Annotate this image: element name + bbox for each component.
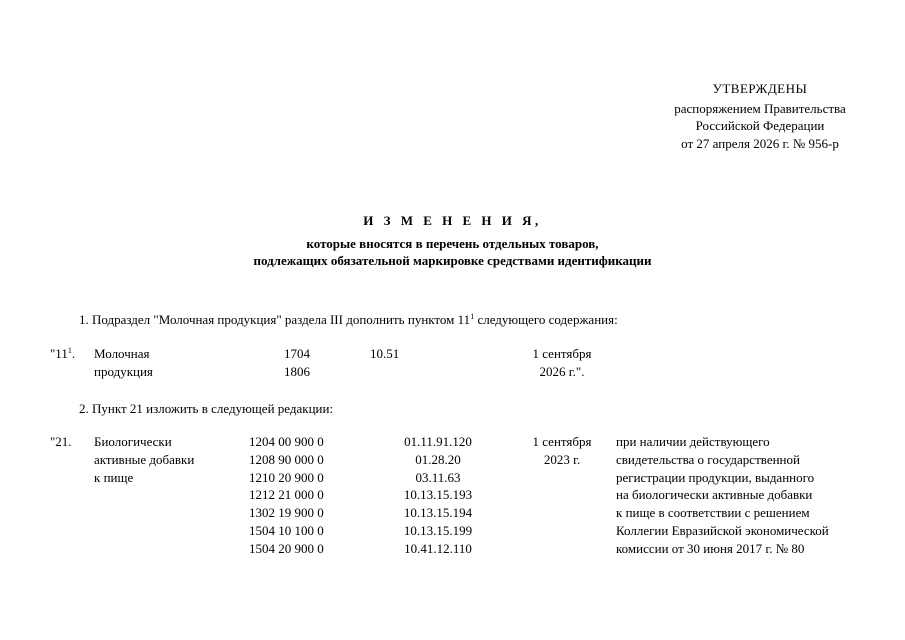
- item1-okpd-code: 10.51: [370, 346, 400, 361]
- item2-date: 1 сентября 2023 г.: [532, 434, 592, 467]
- item1-date: 1 сентября 2026 г.".: [532, 346, 592, 379]
- approval-line-1: распоряжением Правительства: [674, 100, 846, 116]
- title-sub-2: подлежащих обязательной маркировке средствами идентификации: [253, 253, 652, 268]
- item2-product-name: Биологически активные добавки к пище: [94, 434, 195, 485]
- item1-text-after: следующего содержания:: [474, 312, 618, 327]
- item1-tnved-codes: 1704 1806: [284, 346, 310, 379]
- item1-row-number: "$11^1$.: [50, 346, 76, 361]
- item2-okpd-codes: 01.11.91.120 01.28.20 03.11.63 10.13.15.193 10.13.15.194 10.13.15.199 10.41.12.110: [403, 434, 473, 556]
- item1-text-before: 1. Подраздел "Молочная продукция" раздела III дополнить пунктом 11: [79, 312, 471, 327]
- item1-product-name: Молочная продукция: [94, 346, 153, 379]
- title-main: И З М Е Н Е Н И Я,: [363, 213, 542, 228]
- item2-conditions: при наличии действующего свидетельства о государственной регистрации продукции, выданного на биологически активные добавки к пище в соответствии с решением Коллегии Евразийской экономической комиссии от 30 июня 2017 г. № 80: [616, 434, 829, 556]
- approval-line-2: Российской Федерации: [695, 118, 825, 133]
- approval-block: [640, 80, 880, 152]
- item2-row-number: "21.: [50, 434, 72, 449]
- item2-tnved-codes: 1204 00 900 0 1208 90 000 0 1210 20 900 0 1212 21 000 0 1302 19 900 0 1504 10 100 0 1504 20 900 0: [249, 434, 324, 556]
- approval-line-3: от 27 апреля 2026 г. № 956-р: [681, 135, 839, 151]
- approval-heading: УТВЕРЖДЕНЫ: [712, 81, 808, 96]
- item1-paragraph: [79, 311, 618, 328]
- item1-sup: 1: [470, 312, 475, 321]
- document-title: [0, 212, 905, 269]
- title-sub-1: которые вносятся в перечень отдельных товаров,: [306, 236, 599, 251]
- item2-paragraph: 2. Пункт 21 изложить в следующей редакции:: [79, 401, 334, 416]
